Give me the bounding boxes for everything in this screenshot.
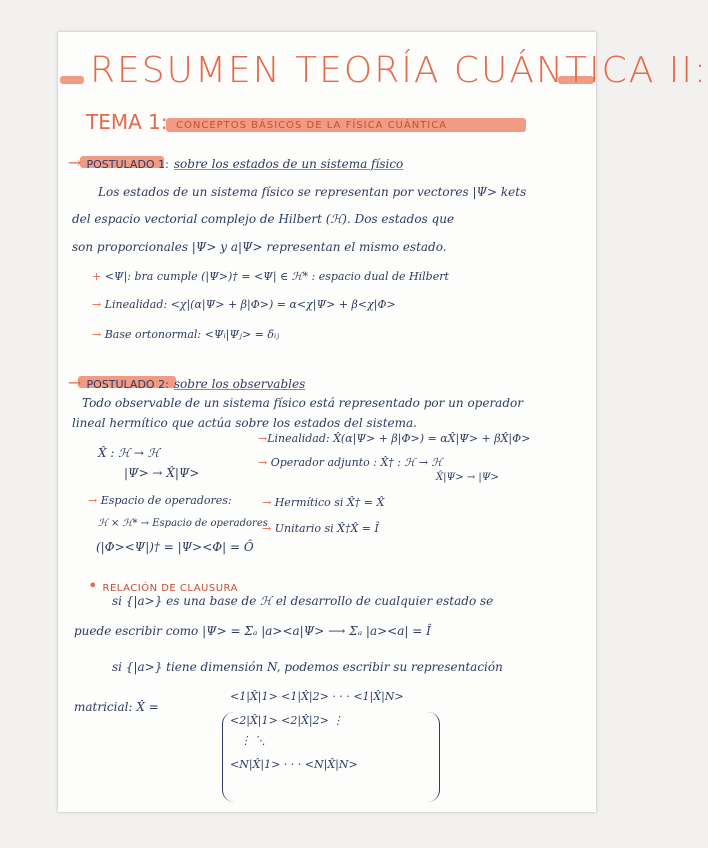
tema-label: TEMA 1:: [86, 110, 168, 134]
bullet-bra: [92, 270, 449, 283]
notebook-page: [58, 32, 708, 812]
operator-adjunto-text: Operador adjunto : X̂† : ℋ → ℋ: [270, 456, 443, 469]
arrow-icon: →: [262, 522, 275, 535]
arrow-icon: →: [68, 373, 82, 392]
bullet-icon: •: [88, 576, 98, 595]
arrow-icon: →: [262, 496, 275, 509]
hermitico-condition: [262, 496, 384, 509]
unitario-condition-text: Unitario si X̂†X̂ = Î: [274, 522, 379, 535]
clausura-line-1: si {|a>} es una base de ℋ el desarrollo de cualquier estado se: [112, 594, 494, 608]
title-left-highlight: [60, 76, 84, 84]
hermitico-condition-text: Hermítico si X̂† = X̂: [274, 496, 385, 509]
clausura-label: RELACIÓN DE CLAUSURA: [102, 583, 238, 594]
espacio-operadores: [88, 494, 232, 507]
matrix-row-3: ⋮ ⋱: [240, 734, 266, 747]
postulado2-line-2: lineal hermítico que actúa sobre los estados del sistema.: [72, 416, 417, 430]
arrow-icon: →: [92, 298, 105, 311]
arrow-icon: →: [258, 432, 268, 445]
clausura-line-2: puede escribir como |Ψ> = Σₐ |a><a|Ψ> ⟶ Σₐ |a><a| = Î: [74, 624, 431, 638]
espacio-operadores-product: ℋ × ℋ* → Espacio de operadores: [98, 518, 268, 529]
arrow-icon: →: [68, 153, 82, 172]
espacio-operadores-text: Espacio de operadores:: [100, 494, 232, 507]
postulado1-label: POSTULADO 1:: [86, 158, 169, 171]
operator-definition: X̂ : ℋ → ℋ: [98, 446, 160, 460]
operator-adjunto-mapping: X̂|Ψ> → |Ψ>: [436, 472, 499, 483]
postulado1-header: [68, 153, 403, 172]
clausura-header: [88, 576, 238, 595]
arrow-icon: →: [258, 456, 271, 469]
arrow-icon: →: [88, 494, 101, 507]
bullet-bra-text: <Ψ|: bra cumple (|Ψ>)† = <Ψ| ∈ ℋ* : espacio dual de Hilbert: [104, 270, 449, 283]
bullet-linealidad-text: Linealidad: <χ|(α|Ψ> + β|Φ>) = α<χ|Ψ> + β<χ|Φ>: [104, 298, 396, 311]
matrix-row-1: <1|X̂|1> <1|X̂|2> · · · <1|X̂|N>: [230, 690, 404, 703]
operator-adjunto: [258, 456, 442, 469]
matrix-label: matricial: X̂ =: [74, 700, 159, 714]
postulado1-heading: sobre los estados de un sistema físico: [173, 157, 404, 171]
bullet-base: [92, 328, 279, 341]
bullet-base-text: Base ortonormal: <Ψᵢ|Ψⱼ> = δᵢⱼ: [104, 328, 280, 341]
clausura-line-3: si {|a>} tiene dimensión N, podemos escribir su representación: [112, 660, 503, 674]
postulado1-line-3: son proporcionales |Ψ> y a|Ψ> representan el mismo estado.: [72, 240, 447, 254]
bullet-icon: +: [92, 270, 105, 283]
bullet-linealidad: [92, 298, 396, 311]
espacio-operadores-adjoint: (|Φ><Ψ|)† = |Ψ><Φ| = Ô: [96, 540, 254, 554]
unitario-condition: [262, 522, 379, 535]
postulado2-label: POSTULADO 2:: [86, 378, 169, 391]
operator-linealidad: [258, 432, 530, 445]
arrow-icon: →: [92, 328, 105, 341]
operator-linealidad-text: Linealidad: X̂(α|Ψ> + β|Φ>) = αX̂|Ψ> + βX̂|Φ>: [267, 432, 531, 445]
page-title: RESUMEN TEORÍA CUÁNTICA II:: [90, 50, 708, 91]
postulado2-line-1: Todo observable de un sistema físico está representado por un operador: [82, 396, 523, 410]
operator-mapping: |Ψ> → X̂|Ψ>: [124, 466, 200, 480]
matrix-row-4: <N|X̂|1> · · · <N|X̂|N>: [230, 758, 358, 771]
postulado2-header: [68, 373, 305, 392]
matrix-row-2: <2|X̂|1> <2|X̂|2> ⋮: [230, 714, 344, 727]
tema-subtitle: CONCEPTOS BÁSICOS DE LA FÍSICA CUÁNTICA: [176, 120, 448, 131]
postulado2-heading: sobre los observables: [173, 377, 306, 391]
postulado1-line-1: Los estados de un sistema físico se representan por vectores |Ψ> kets: [98, 185, 527, 199]
postulado1-line-2: del espacio vectorial complejo de Hilbert (ℋ). Dos estados que: [72, 212, 455, 226]
